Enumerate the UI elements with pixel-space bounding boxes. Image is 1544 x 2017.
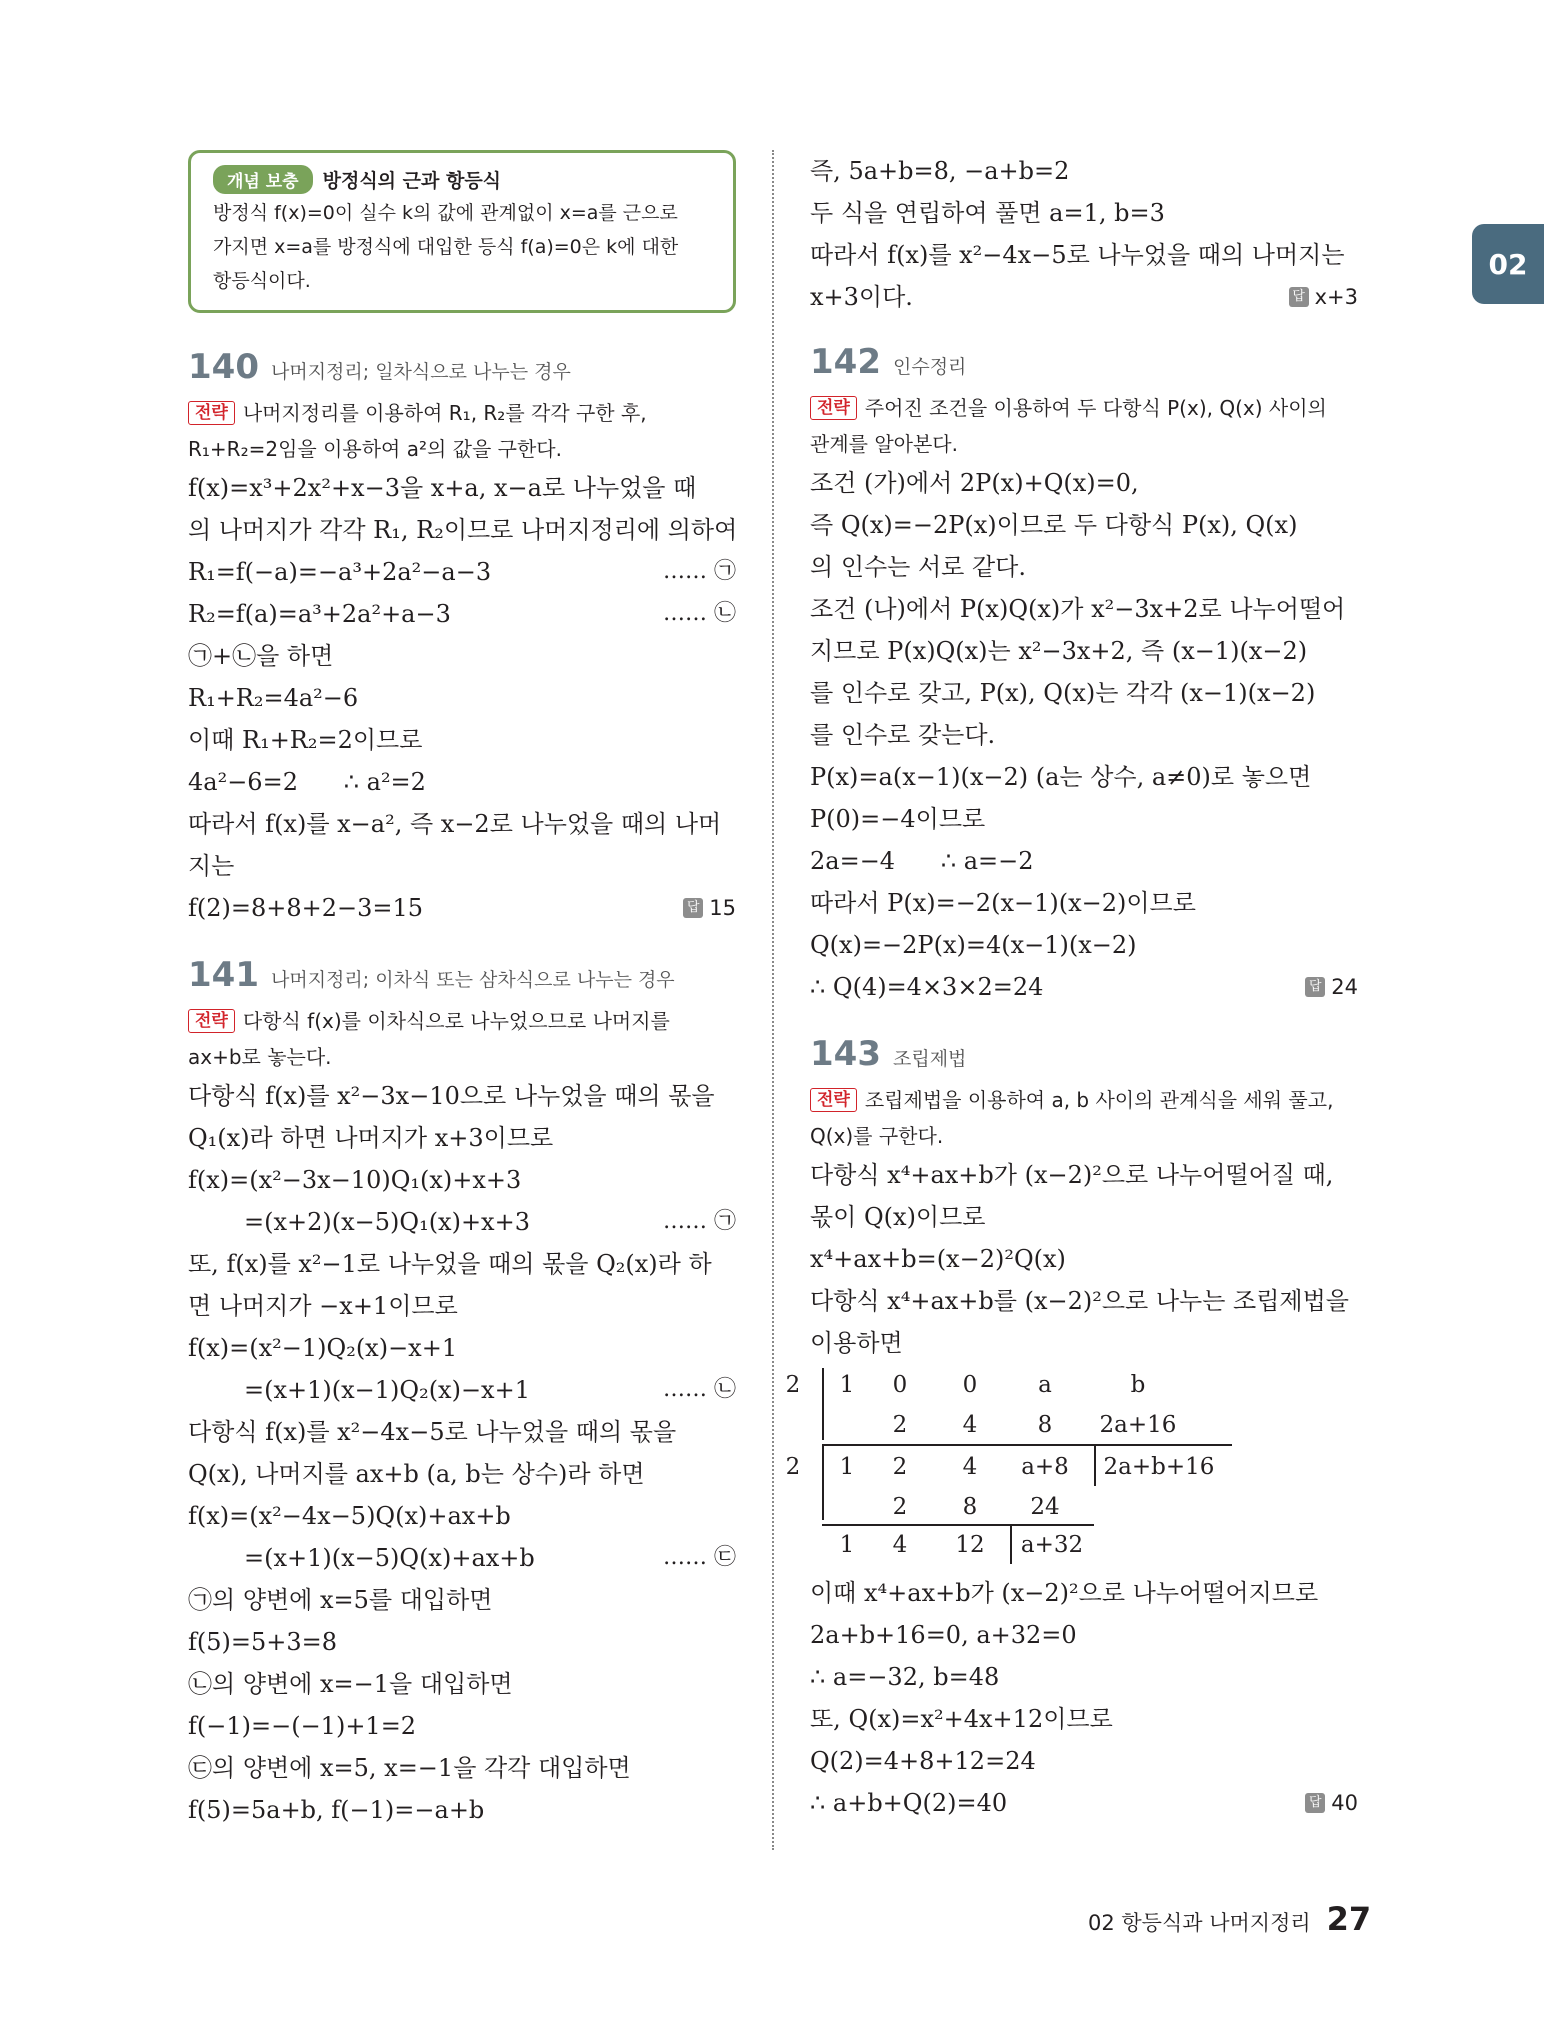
- page-footer: [1088, 1900, 1371, 1938]
- answer: [1289, 276, 1358, 318]
- divisor: 2: [785, 1454, 801, 1480]
- solution-line: 지므로 P(x)Q(x)는 x²−3x+2, 즉 (x−1)(x−2): [810, 637, 1308, 665]
- carry-value: 2a+16: [1099, 1412, 1177, 1438]
- solution-line: 또, f(x)를 x²−1로 나누었을 때의 몫을 Q₂(x)라 하: [188, 1250, 712, 1278]
- solution-line: ㉢의 양변에 x=5, x=−1을 각각 대입하면: [188, 1754, 631, 1782]
- equation-marker: …… ㉡: [663, 601, 736, 626]
- solution-line: f(−1)=−(−1)+1=2: [188, 1712, 417, 1740]
- solution-line: 4a²−6=2 ∴ a²=2: [188, 768, 426, 796]
- solution-line: =(x+1)(x−5)Q(x)+ax+b: [244, 1544, 535, 1572]
- solution-line: x⁴+ax+b=(x−2)²Q(x): [810, 1245, 1066, 1273]
- footer-chapter-title: 02 항등식과 나머지정리: [1088, 1911, 1311, 1935]
- solution-line: 다항식 f(x)를 x²−3x−10으로 나누었을 때의 몫을: [188, 1082, 715, 1110]
- solution-line: 따라서 P(x)=−2(x−1)(x−2)이므로: [810, 889, 1196, 917]
- solution-line: R₂=f(a)=a³+2a²+a−3: [188, 600, 451, 628]
- answer-icon: 답: [1305, 1793, 1325, 1813]
- problem-number: 140: [188, 347, 259, 387]
- concept-title: 방정식의 근과 항등식: [322, 170, 502, 192]
- solution-line: P(0)=−4이므로: [810, 805, 986, 833]
- strategy-text: ax+b로 놓는다.: [188, 1045, 332, 1069]
- solution-line: f(x)=(x²−4x−5)Q(x)+ax+b: [188, 1502, 511, 1530]
- solution-line: ∴ Q(4)=4×3×2=24: [810, 973, 1044, 1001]
- problem-number: 141: [188, 955, 259, 995]
- solution-line: 두 식을 연립하여 풀면 a=1, b=3: [810, 199, 1165, 227]
- answer-icon: 답: [683, 898, 703, 918]
- coefficient: 1: [839, 1372, 855, 1398]
- problem-143: [785, 1034, 1358, 1824]
- solution-line: 다항식 x⁴+ax+b가 (x−2)²으로 나누어떨어질 때,: [810, 1161, 1334, 1189]
- solution-line: 이때 x⁴+ax+b가 (x−2)²으로 나누어떨어지므로: [810, 1579, 1319, 1607]
- quotient-value: 4: [892, 1532, 908, 1558]
- divisor: 2: [785, 1372, 801, 1398]
- answer-icon: 답: [1305, 977, 1325, 997]
- solution-line: x+3이다.: [810, 283, 913, 311]
- strategy-text: Q(x)를 구한다.: [810, 1124, 944, 1148]
- answer: [683, 887, 736, 929]
- problem-number: 143: [810, 1034, 881, 1074]
- solution-line: 즉 Q(x)=−2P(x)이므로 두 다항식 P(x), Q(x): [810, 511, 1298, 539]
- solution-line: R₁=f(−a)=−a³+2a²−a−3: [188, 558, 492, 586]
- problem-number: 142: [810, 342, 881, 382]
- solution-line: 면 나머지가 −x+1이므로: [188, 1292, 458, 1320]
- quotient-value: 12: [955, 1532, 985, 1558]
- solution-line: R₁+R₂=4a²−6: [188, 684, 359, 712]
- solution-line: 이때 R₁+R₂=2이므로: [188, 726, 423, 754]
- chapter-tab: 02: [1472, 224, 1544, 304]
- solution-line: =(x+1)(x−1)Q₂(x)−x+1: [244, 1376, 530, 1404]
- synthetic-division-table: [785, 1368, 1250, 1564]
- strategy-label: 전략: [188, 1009, 235, 1033]
- solution-line: ∴ a=−32, b=48: [810, 1663, 1000, 1691]
- solution-line: 의 나머지가 각각 R₁, R₂이므로 나머지정리에 의하여: [188, 516, 738, 544]
- solution-line: 2a=−4 ∴ a=−2: [810, 847, 1034, 875]
- strategy-text: R₁+R₂=2임을 이용하여 a²의 값을 구한다.: [188, 437, 562, 461]
- solution-line: 2a+b+16=0, a+32=0: [810, 1621, 1077, 1649]
- concept-line: 방정식 f(x)=0이 실수 k의 값에 관계없이 x=a를 근으로: [213, 202, 678, 224]
- solution-line: ㉠+㉡을 하면: [188, 642, 334, 670]
- solution-line: 몫이 Q(x)이므로: [810, 1203, 986, 1231]
- concept-badge: 개념 보충: [213, 165, 313, 194]
- carry-value: 8: [1037, 1412, 1053, 1438]
- equation-marker: …… ㉢: [663, 1545, 736, 1570]
- problem-topic: 나머지정리; 이차식 또는 삼차식으로 나누는 경우: [270, 969, 675, 991]
- concept-line: 가지면 x=a를 방정식에 대입한 등식 f(a)=0은 k에 대한: [213, 236, 679, 258]
- solution-line: f(5)=5a+b, f(−1)=−a+b: [188, 1796, 485, 1824]
- strategy-label: 전략: [188, 401, 235, 425]
- carry-value: 4: [962, 1412, 978, 1438]
- answer: [1305, 1782, 1358, 1824]
- coefficient: 0: [962, 1372, 978, 1398]
- solution-line: Q(x), 나머지를 ax+b (a, b는 상수)라 하면: [188, 1460, 645, 1488]
- answer-icon: 답: [1289, 287, 1309, 307]
- problem-141-continued: [810, 150, 1358, 318]
- solution-line: 를 인수로 갖는다.: [810, 721, 996, 749]
- solution-line: f(x)=(x²−3x−10)Q₁(x)+x+3: [188, 1166, 522, 1194]
- problem-topic: 인수정리: [892, 356, 967, 378]
- solution-line: 의 인수는 서로 같다.: [810, 553, 1026, 581]
- right-column: [785, 150, 1358, 1824]
- coefficient: b: [1130, 1372, 1146, 1398]
- coefficient: a: [1038, 1372, 1052, 1398]
- remainder-value: 2a+b+16: [1103, 1454, 1215, 1480]
- answer-value: x+3: [1314, 285, 1358, 309]
- solution-line: f(x)=(x²−1)Q₂(x)−x+1: [188, 1334, 458, 1362]
- solution-line: f(5)=5+3=8: [188, 1628, 338, 1656]
- carry-value: 2: [892, 1494, 908, 1520]
- quotient-value: 1: [839, 1454, 855, 1480]
- carry-value: 2: [892, 1412, 908, 1438]
- strategy-label: 전략: [810, 1088, 857, 1112]
- solution-line: 를 인수로 갖고, P(x), Q(x)는 각각 (x−1)(x−2): [810, 679, 1316, 707]
- solution-line: ∴ a+b+Q(2)=40: [810, 1789, 1008, 1817]
- solution-line: f(2)=8+8+2−3=15: [188, 894, 424, 922]
- solution-line: 또, Q(x)=x²+4x+12이므로: [810, 1705, 1113, 1733]
- equation-marker: …… ㉠: [663, 1209, 736, 1234]
- solution-line: f(x)=x³+2x²+x−3을 x+a, x−a로 나누었을 때: [188, 474, 697, 502]
- problem-topic: 나머지정리; 일차식으로 나누는 경우: [270, 361, 571, 383]
- solution-line: P(x)=a(x−1)(x−2) (a는 상수, a≠0)로 놓으면: [810, 763, 1312, 791]
- problem-141: [188, 955, 736, 1831]
- carry-value: 8: [962, 1494, 978, 1520]
- solution-line: 따라서 f(x)를 x²−4x−5로 나누었을 때의 나머지는: [810, 241, 1345, 269]
- page-number: 27: [1326, 1900, 1372, 1938]
- answer-value: 24: [1331, 975, 1358, 999]
- coefficient: 0: [892, 1372, 908, 1398]
- remainder-value: a+32: [1020, 1532, 1084, 1558]
- quotient-value: 4: [962, 1454, 978, 1480]
- problem-140: [188, 347, 736, 929]
- solution-line: Q(2)=4+8+12=24: [810, 1747, 1036, 1775]
- solution-line: ㉠의 양변에 x=5를 대입하면: [188, 1586, 493, 1614]
- equation-marker: …… ㉡: [663, 1377, 736, 1402]
- solution-line: Q₁(x)라 하면 나머지가 x+3이므로: [188, 1124, 554, 1152]
- quotient-value: 1: [839, 1532, 855, 1558]
- solution-line: =(x+2)(x−5)Q₁(x)+x+3: [244, 1208, 530, 1236]
- strategy-text: 다항식 f(x)를 이차식으로 나누었으므로 나머지를: [242, 1009, 670, 1033]
- concept-box: [188, 150, 736, 313]
- strategy-text: 주어진 조건을 이용하여 두 다항식 P(x), Q(x) 사이의: [864, 396, 1327, 420]
- equation-marker: …… ㉠: [663, 559, 736, 584]
- strategy-text: 조립제법을 이용하여 a, b 사이의 관계식을 세워 풀고,: [864, 1088, 1334, 1112]
- solution-line: 이용하면: [810, 1329, 903, 1357]
- strategy-text: 관계를 알아본다.: [810, 432, 958, 456]
- answer-value: 40: [1331, 1791, 1358, 1815]
- solution-line: 다항식 x⁴+ax+b를 (x−2)²으로 나누는 조립제법을: [810, 1287, 1349, 1315]
- solution-line: Q(x)=−2P(x)=4(x−1)(x−2): [810, 931, 1137, 959]
- solution-line: 다항식 f(x)를 x²−4x−5로 나누었을 때의 몫을: [188, 1418, 677, 1446]
- answer-value: 15: [709, 896, 736, 920]
- quotient-value: a+8: [1021, 1454, 1069, 1480]
- column-divider: [772, 150, 774, 1850]
- problem-topic: 조립제법: [892, 1048, 967, 1070]
- carry-value: 24: [1030, 1494, 1060, 1520]
- solution-line: 즉, 5a+b=8, −a+b=2: [810, 157, 1070, 185]
- solution-line: 지는: [188, 852, 235, 880]
- left-column: [188, 150, 736, 1831]
- solution-line: 따라서 f(x)를 x−a², 즉 x−2로 나누었을 때의 나머: [188, 810, 722, 838]
- strategy-label: 전략: [810, 396, 857, 420]
- answer: [1305, 966, 1358, 1008]
- concept-line: 항등식이다.: [213, 270, 311, 292]
- problem-142: [810, 342, 1358, 1008]
- solution-line: 조건 (가)에서 2P(x)+Q(x)=0,: [810, 469, 1139, 497]
- solution-line: 조건 (나)에서 P(x)Q(x)가 x²−3x+2로 나누어떨어: [810, 595, 1346, 623]
- strategy-text: 나머지정리를 이용하여 R₁, R₂를 각각 구한 후,: [242, 401, 647, 425]
- quotient-value: 2: [892, 1454, 908, 1480]
- solution-line: ㉡의 양변에 x=−1을 대입하면: [188, 1670, 513, 1698]
